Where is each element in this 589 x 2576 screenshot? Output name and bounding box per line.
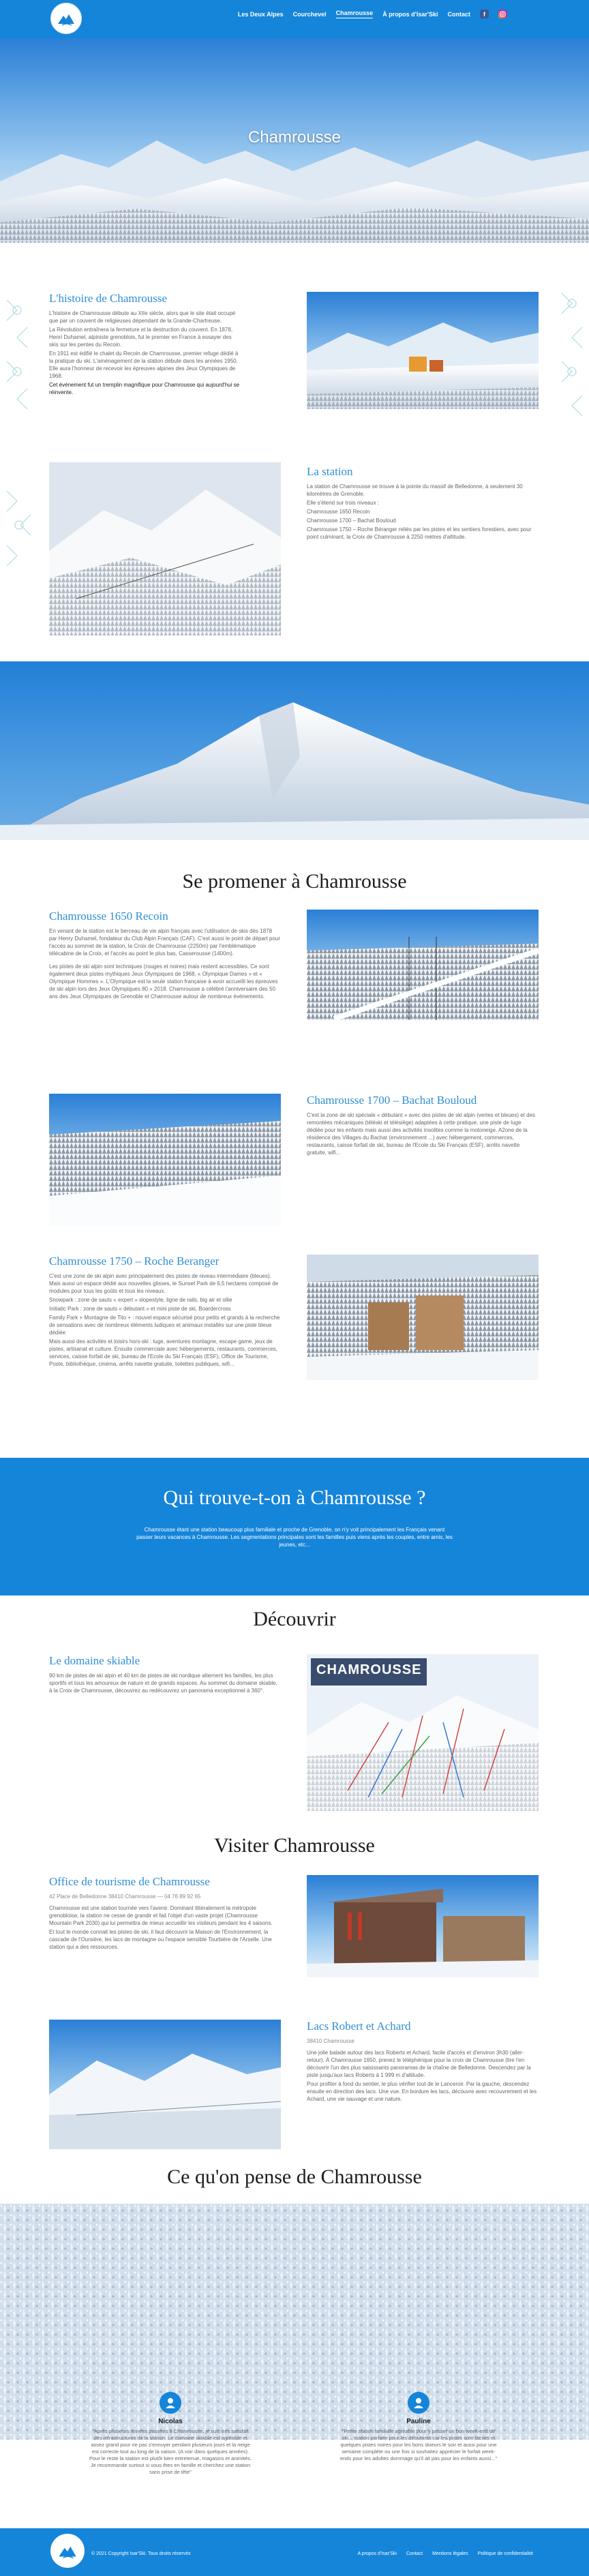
office-paragraph: Chamrousse est une station tournée vers l'avenir. Dominant littéralement la métropole grenobloise, la station ne cesse de grandir et fait l'objet d'un vaste projet (Chamrousse Mountain Park 2030) qui lui permettra de mieux accueillir les visiteurs pendant les 4 saisons. — [49, 1905, 273, 1926]
station-line: Chamrousse 1750 – Roche Béranger reliés par les pistes et les sentiers forestiers, avec pour point culminant, la Croix de Chamrousse à 2250 mètres d'altitude. — [307, 526, 532, 540]
testimonial-name: Nicolas — [158, 2418, 183, 2425]
testimonial-text: "Après plusieurs années passées à Chamrousse, je suis très satisfait des infrastructures de la station. Le domaine skiable est agréable et assez grand pour ne pas s'ennuyer pendant plusieurs jours et la neige est correcte tout au long de la saison. (A voir dans quelques années). Pour le reste la station est plutôt bien entretenue, magasins et animités. Je recommande surtout si vous êtes en famille et cherchez une station sans prise de tête" — [89, 2428, 252, 2475]
histoire-highlight: Cet événement fut un tremplin magnifique pour Chamrousse qui aujourd'hui se réinvente. — [49, 382, 240, 395]
avis-title: Ce qu'on pense de Chamrousse — [167, 2166, 422, 2188]
station-line: Elle s'étend sur trois niveaux : — [307, 500, 380, 506]
testimonial-card — [89, 2392, 252, 2476]
domaine-text: 90 km de pistes de ski alpin et 40 km de pistes de ski nordique alternent les familles, les plus sportifs et tous les amoureux de nature et de grands espaces. Au sommet du domaine skiable, à la Croix de Chamrousse, découvrez au redécouvrez un panorama exceptionnel à 360°. — [49, 1673, 277, 1694]
roche-item: Mais aussi des activités et loisirs hors-ski : luge, aventures montagne, escape game, jeux de pistes, artisanat et culture. Ensuite commerciale avec hébergements, restaurants, commerces, services, caisse forfait de ski, bureau de l'Ecole du Ski Français (ESF), Office de Tourisme, Poste, bibliothèque, cinéma, arrêts navette gratuite, toilettes publiques, wifi... — [49, 1338, 277, 1367]
station-text — [307, 483, 539, 542]
office-paragraph: Et tout le monde connait les pistes de ski, il faut découvrir la Maison de l'Environnement, la cascade de l'Oursière, les lacs de montagne ou l'espace sensible Tourbière de l'Arselle. Une station qui a des ressources. — [49, 1929, 272, 1950]
footer-link-a-propos[interactable]: A propos d'Isar'Ski — [357, 2551, 397, 2556]
hero-title: Chamrousse — [247, 128, 342, 147]
mountain-banner-image — [0, 661, 589, 840]
station-line: La station de Chamrousse se trouve à la pointe du massif de Belledonne, à seulement 30 kilomètres de Grenoble. — [307, 483, 523, 497]
bachat-title: Chamrousse 1700 – Bachat Bouloud — [307, 1094, 477, 1107]
histoire-title: L'histoire de Chamrousse — [49, 292, 168, 305]
footer-logo[interactable] — [50, 2534, 85, 2568]
user-icon — [412, 2397, 425, 2409]
facebook-icon[interactable]: f — [480, 10, 489, 18]
footer-link-confidentialite[interactable]: Politique de confidentialité — [477, 2551, 533, 2556]
roche-image — [307, 1255, 539, 1380]
info-band-text: Chamrousse étant une station beaucoup plus familiale et proche de Grenoble, on n'y voit principalement les Français venant passer leurs vacances à Chamrousse. Les segmentations principales sont les familles puis viens après les couples, entre amis, les jeunes, etc... — [136, 1527, 453, 1548]
recoin-text — [49, 927, 281, 1002]
recoin-title: Chamrousse 1650 Recoin — [49, 910, 168, 923]
promener-title: Se promener à Chamrousse — [182, 870, 407, 893]
bachat-image — [49, 1094, 281, 1226]
roche-title: Chamrousse 1750 – Roche Beranger — [49, 1255, 220, 1268]
testimonial-name: Pauline — [406, 2418, 431, 2425]
nav-a-propos[interactable]: À propos d'Isar'Ski — [382, 10, 438, 18]
roche-intro: C'est une zone de ski alpin avec principalement des pistes de niveau intermédiaire (bleues). Mais aussi un espace dédié aux nouvelles glisses, le Sunset Park de 6,5 hectares composé de modules pour tous les goûts et tous les niveaux. — [49, 1273, 279, 1294]
roche-item: Initiatic Park : zone de sauts « débutant » et mini piste de ski, Boardercross — [49, 1306, 231, 1312]
office-address: 42 Place de Belledonne 38410 Chamrousse — 04 76 89 92 65 — [49, 1893, 201, 1900]
nav-deux-alpes[interactable]: Les Deux Alpes — [237, 10, 284, 18]
main-nav — [238, 10, 507, 18]
user-icon — [164, 2397, 177, 2409]
decorative-pattern-right — [548, 280, 589, 423]
instagram-icon[interactable] — [498, 10, 507, 18]
lacs-text — [307, 2037, 539, 2104]
avatar — [408, 2392, 429, 2414]
station-line: Chamrousse 1650 Recoin — [307, 509, 370, 515]
nav-chamrousse[interactable]: Chamrousse — [336, 10, 374, 18]
site-header — [0, 0, 589, 38]
roche-item: Snowpark : zone de sauts « expert » slopestyle, ligne de rails, big air et ollie — [49, 1297, 232, 1303]
roche-text — [49, 1272, 281, 1369]
logo-icon — [54, 6, 78, 31]
domaine-map-title: CHAMROUSSE — [316, 1662, 422, 1677]
decorative-pattern-left — [0, 286, 37, 423]
nav-contact[interactable]: Contact — [447, 10, 470, 18]
testimonial-card — [337, 2392, 500, 2462]
recoin-paragraph: Les pistes de ski alpin sont techniques (rouges et noires) mais restent accessibles. Ce sont également deux pistes mythiques Jeux Olympiques de 1968, « Olympique Dames » et « Olympique Hommes ». L'Olympique est la seule station française à avoir accueilli les épreuves de ski alpin lors des Jeux Olympiques 80 » 2018. Chamrousse a célébré l'anniversaire des 50 ans des Jeux Olympiques de Grenoble et Chamrousse autour de nombreux événements. — [49, 963, 278, 1000]
histoire-image — [307, 292, 539, 409]
info-band-title: Qui trouve-t-on à Chamrousse ? — [163, 1486, 426, 1509]
lacs-title: Lacs Robert et Achard — [307, 2020, 411, 2033]
station-title: La station — [307, 465, 353, 478]
decouvrir-title: Découvrir — [253, 1608, 336, 1630]
bachat-text: C'est la zone de ski spéciale « débutant » avec des pistes de ski alpin (vertes et bleues) et des remontées mécaniques (téléski et télésiège) adaptées à cette pratique, une piste de luge dédiée pour les enfants mais aussi des activités insolites comme la motoneige. A2one de la résidence des Villages du Bachat (environnement ...) avec hébergement, commerces, restaurants, caisse forfait de ski, bureau de l'Ecole du Ski Français (ESF), arrêts navette gratuite, wifi... — [307, 1112, 536, 1156]
copyright-text: © 2021 Copyright Isar'Ski. Tous droits réservés — [91, 2551, 191, 2556]
office-image — [307, 1875, 539, 1977]
domaine-map-image — [307, 1654, 539, 1811]
histoire-paragraph: L'histoire de Chamrousse débute au XIIe siècle, alors que le site était occupé que par un couvent de religieuses dépendant de la Grande-Chartreuse. — [49, 310, 236, 324]
lacs-paragraph: Une jolie balade autour des lacs Roberts et Achard, facile d'accès et d'environ 3h30 (aller-retour). À Chamrousse 1650, prenez le téléphérique pour la croix de Chamrousse (lire l'en découvrir l'un des plus saisissants panoramas de la chaîne de Belledonne. Descendez par la piste jusqu'aux lacs Roberts à 1 999 m d'altitude. — [307, 2050, 531, 2078]
histoire-text — [49, 310, 240, 398]
histoire-paragraph: La Révolution entraînera la fermeture et la destruction du couvent. En 1878, Henri Duhamel, alpiniste grenoblois, fut le premier en France à essayer des skis sur les pentes du Recoin. — [49, 327, 233, 348]
lacs-paragraph: Pour profiter à fond du sentier, le plus vérifier tout de le Lanceroir. Par la gauche, descendez ensuite en direction des lacs. Une vue. En bordure les lacs, découvre avec recouvrement et les Achard, une vie sauvage et une nature. — [307, 2081, 537, 2102]
domaine-title: Le domaine skiable — [49, 1654, 140, 1667]
testimonial-text: "Petite station familiale agréable pour y passer un bon week-end de ski... station parfaite pour les débutants car les pistes sont faciles et quelques pistes noires pour les bons skieurs le soir et aussi pour une semaine complète ou une fois si souhaitez apprécier le forfait week-ends pour les adultes dommage qu'il ait pas pour les enfants aussi..." — [339, 2428, 498, 2461]
lacs-address: 38410 Chamrousse — [307, 2038, 354, 2044]
decorative-pattern-left-2 — [0, 477, 48, 586]
visiter-title: Visiter Chamrousse — [214, 1834, 375, 1857]
site-logo[interactable] — [50, 3, 82, 34]
office-text — [49, 1893, 281, 1952]
histoire-paragraph: En 1911 est édifié le chalet du Recoin de Chamrousse, premier refuge dédié à la pratique du ski. L'aménagement de la station débute dans les années 1950. Elle aura l'honneur de recevoir les épreuves alpines des Jeux Olympiques de 1968. — [49, 350, 239, 379]
logo-icon — [55, 2538, 80, 2564]
avatar — [160, 2392, 181, 2414]
footer-link-mentions[interactable]: Mentions légales — [432, 2551, 468, 2556]
footer-links — [357, 2551, 533, 2556]
station-line: Chamrousse 1700 – Bachat Bouloud — [307, 518, 396, 524]
footer-link-contact[interactable]: Contact — [406, 2551, 423, 2556]
roche-item: Family Park + Montagne de Tito + : nouvel espace sécurisé pour petits et grands à la recherche de sensations avec de nombreux éléments ludiques et animaux installés sur une piste bleue dédiée — [49, 1315, 280, 1336]
station-image — [49, 462, 281, 635]
lacs-image — [49, 2020, 281, 2149]
copyright-label: 2021 Copyright Isar'Ski. Tous droits réservés — [96, 2551, 191, 2556]
recoin-image — [307, 910, 539, 1020]
office-title: Office de tourisme de Chamrousse — [49, 1875, 210, 1888]
nav-courchevel[interactable]: Courchevel — [292, 10, 327, 18]
recoin-paragraph: En venant de la station est le berceau de vie alpin français avec l'utilisation de skis dès 1878 par Henry Duhamel, fondateur du Club Alpin Français (CAF). C'est aussi le point de départ pour l'accès au sommet de la station, la Croix de Chamrousse (2250m) par l'emblématique télécabine de la Croix, et l'accès au point le plus bas, Casserousse (1400m). — [49, 928, 281, 957]
